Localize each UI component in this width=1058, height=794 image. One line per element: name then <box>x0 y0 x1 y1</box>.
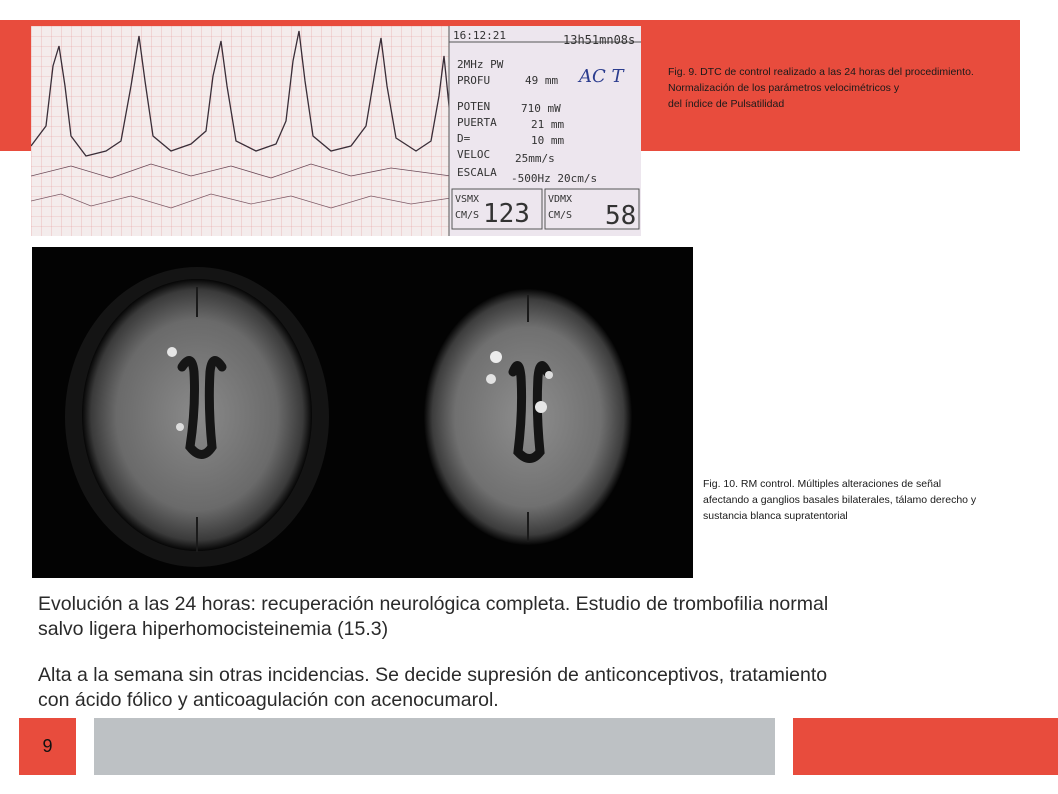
paragraph-line: salvo ligera hiperhomocisteinemia (15.3) <box>38 618 389 640</box>
figure-9-caption-line: Fig. 9. DTC de control realizado a las 24 horas del procedimiento. <box>668 66 974 78</box>
paragraph-line: Alta a la semana sin otras incidencias. Se decide supresión de anticonceptivos, tratamiento <box>38 664 828 686</box>
figure-10-caption <box>703 476 1043 524</box>
figure-10-caption-line: Fig. 10. RM control. Múltiples alteraciones de señal <box>703 478 942 490</box>
page-number: 9 <box>19 718 76 775</box>
doppler-veloc-value: 25mm/s <box>515 152 555 165</box>
doppler-mode: 2MHz PW <box>457 58 504 71</box>
doppler-poten-value: 710 mW <box>521 102 561 115</box>
doppler-vsmx-value: 123 <box>483 199 530 229</box>
doppler-handwriting: AC T <box>579 66 624 87</box>
doppler-escala-value: -500Hz 20cm/s <box>511 172 598 185</box>
doppler-clock: 13h51mn08s <box>563 33 636 47</box>
figure-9-caption-line: del índice de Pulsatilidad <box>668 98 785 110</box>
doppler-profu-value: 49 mm <box>525 74 559 87</box>
figure-9-caption-line: Normalización de los parámetros velocimétricos y <box>668 82 900 94</box>
doppler-vdmx-label: VDMX <box>548 194 573 205</box>
figure-9-caption <box>668 64 1038 112</box>
doppler-vdmx-unit: CM/S <box>548 210 573 221</box>
doppler-puerta-label: PUERTA <box>457 116 497 129</box>
doppler-vsmx-label: VSMX <box>455 194 480 205</box>
figure-10-caption-line: afectando a ganglios basales bilaterales, tálamo derecho y <box>703 494 977 506</box>
doppler-veloc-label: VELOC <box>457 148 491 161</box>
doppler-d-value: 10 mm <box>531 134 565 147</box>
footer-red-bar <box>793 718 1058 775</box>
doppler-puerta-value: 21 mm <box>531 118 565 131</box>
doppler-poten-label: POTEN <box>457 100 491 113</box>
mri-scan-left-image <box>32 247 363 578</box>
paragraph-line: con ácido fólico y anticoagulación con acenocumarol. <box>38 689 499 711</box>
evolution-paragraph <box>38 592 1018 642</box>
doppler-printout-image <box>31 26 641 236</box>
doppler-d-label: D= <box>457 132 471 145</box>
doppler-escala-label: ESCALA <box>457 166 497 179</box>
paragraph-line: Evolución a las 24 horas: recuperación neurológica completa. Estudio de trombofilia normal <box>38 593 829 615</box>
doppler-vdmx-value: 58 <box>605 201 637 231</box>
figure-10-caption-line: sustancia blanca supratentorial <box>703 510 848 522</box>
mri-scan-right-image <box>363 247 693 578</box>
doppler-profu-label: PROFU <box>457 74 491 87</box>
discharge-paragraph <box>38 663 1018 713</box>
doppler-vsmx-unit: CM/S <box>455 210 480 221</box>
footer-grey-bar <box>94 718 775 775</box>
doppler-time: 16:12:21 <box>453 29 506 42</box>
